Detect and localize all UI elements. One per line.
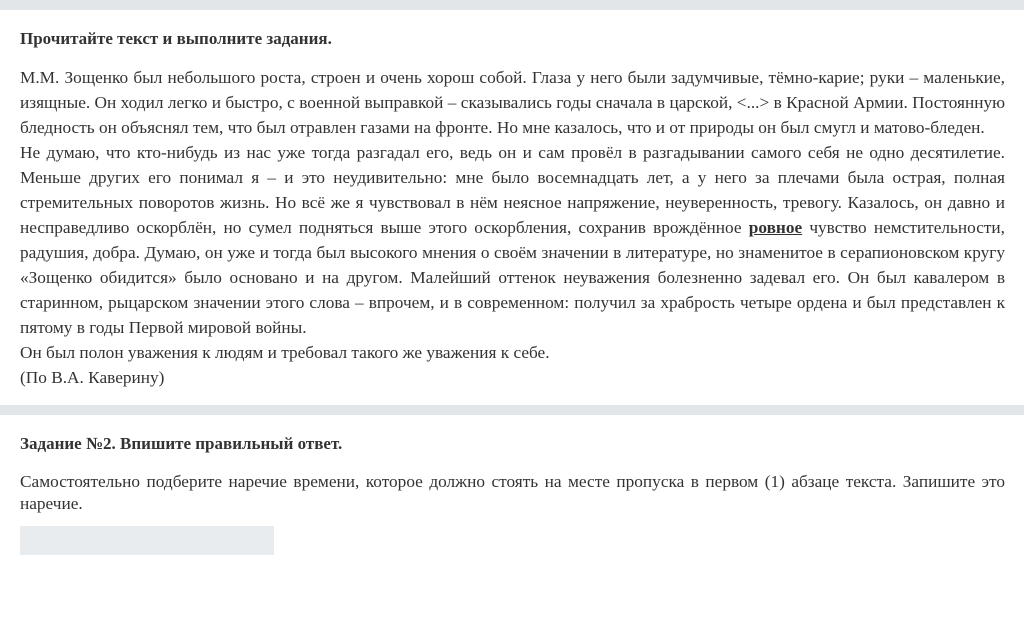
paragraph-3: Он был полон уважения к людям и требовал такого же уважения к себе. bbox=[20, 343, 550, 362]
reading-text bbox=[20, 65, 1005, 390]
keyword: ровное bbox=[748, 218, 803, 237]
reading-title: Прочитайте текст и выполните задания. bbox=[20, 29, 332, 48]
paragraph-2 bbox=[20, 140, 1005, 340]
reading-section bbox=[0, 28, 1024, 390]
paragraph-2-end: чувство немстительности, радушия, добра. Думаю, он уже и тогда был высокого мнения о своём значении в литературе, но знаменитое в серапионовском кругу «Зощенко обидится» было основано и на другом. Малейший оттенок неуважения болезненно задевал его. Он был кавалером в старинном, рыцарском значении этого слова – впрочем, и в современном: получил за храбрость четыре ордена и был представлен к пятому в годы Первой мировой войны. bbox=[20, 218, 1005, 337]
section-divider bbox=[0, 405, 1024, 415]
task-title: Задание №2. Впишите правильный ответ. bbox=[20, 434, 343, 453]
paragraph-2-start: Не думаю, что кто-нибудь из нас уже тогда разгадал его, ведь он и сам провёл в разгадывании самого себя не одно десятилетие. Меньше других его понимал я – и это неудивительно: мне было восемнадцать лет, а у него за плечами была острая, полная стремительных поворотов жизнь. Но всё же я чувствовал в нём неясное напряжение, неуверенность, тревогу. Казалось, он давно и несправедливо оскорблён, но сумел подняться выше этого оскорбления, сохранив врождённое bbox=[20, 143, 1005, 237]
task-section bbox=[0, 433, 1024, 555]
answer-input[interactable] bbox=[20, 526, 274, 555]
task-text: Самостоятельно подберите наречие времени, которое должно стоять на месте пропуска в первом (1) абзаце текста. Запишите это наречие. bbox=[20, 472, 1005, 513]
top-bar bbox=[0, 0, 1024, 10]
source: (По В.А. Каверину) bbox=[20, 368, 165, 387]
paragraph-1: М.М. Зощенко был небольшого роста, строен и очень хорош собой. Глаза у него были задумчивые, тёмно-карие; руки – маленькие, изящные. Он ходил легко и быстро, с военной выправкой – сказывались годы сначала в царской, <...> в Красной Армии. Постоянную бледность он объяснял тем, что был отравлен газами на фронте. Но мне казалось, что и от природы он был смугл и матово-бледен. bbox=[20, 68, 1005, 137]
